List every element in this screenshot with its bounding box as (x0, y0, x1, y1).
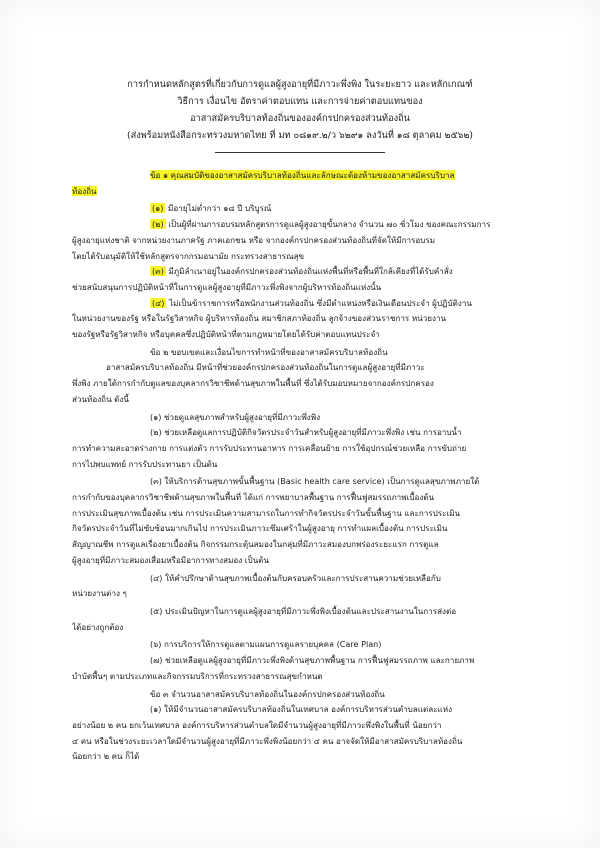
clause-1-title (72, 168, 542, 184)
clause-1-title-text: ข้อ ๑ คุณสมบัติของอาสาสมัครบริบาลท้องถิ่นและลักษณะต้องห้ามของอาสาสมัครบริบาล (150, 170, 455, 180)
clause-2-duty-3-line-3: การประเมินสุขภาพเบื้องต้น เช่น การประเมินความสามารถในการทำกิจวัตรประจำวันขั้นพื้นฐาน และการประเมิน (72, 507, 461, 518)
clause-2-duty-7-line-2: บำบัดพื้นๆ ตามประเภทและกิจกรรมบริการที่กระทรวงสาธารณสุขกำหนด (72, 670, 323, 681)
header-line-3: อาสาสมัครบริบาลท้องถิ่นขององค์กรปกครองส่วนท้องถิ่น (190, 113, 410, 124)
clause-2-duty-6: (๖) การบริการให้การดูแลตามแผนการดูแลรายบุคคล (Care Plan) (150, 639, 382, 650)
clause-1-item-1 (72, 201, 542, 217)
item-text: มีภูมิลำเนาอยู่ในองค์กรปกครองส่วนท้องถิ่นแห่งพื้นที่หรือพื้นที่ใกล้เคียงที่ได้รับคำสั่ง (168, 266, 453, 277)
document-body (72, 168, 542, 765)
clause-1-item-2 (72, 217, 542, 233)
clause-1-item-3 (72, 264, 542, 280)
clause-2-duty-3-line-2: การกำกับของบุคลากรวิชาชีพด้านสุขภาพในพื้นที่ ได้แก่ การพยาบาลพื้นฐาน การฟื้นฟูสมรรถภาพเบื้องต้น (72, 492, 435, 503)
clause-1-item-4-line-3: ของรัฐหรือรัฐวิสาหกิจ หรือบุคคลซึ่งปฏิบัติหน้าที่ตามกฎหมายโดยได้รับค่าตอบแทนประจำ (72, 329, 380, 340)
clause-2-intro: อาสาสมัครบริบาลท้องถิ่น มีหน้าที่ช่วยองค์กรปกครองส่วนท้องถิ่นในการดูแลผู้สูงอายุที่มีภาวะ (106, 362, 425, 373)
header-line-2: วิธีการ เงื่อนไข อัตราค่าตอบแทน และการจ่ายค่าตอบแทนของ (177, 96, 423, 107)
item-marker: (๔) (152, 297, 165, 308)
clause-3-item-1-line-2: อย่างน้อย ๒ คน ยกเว้นเทศบาล องค์การบริหารส่วนตำบลใดมีจำนวนผู้สูงอายุที่มีภาวะพึ่งพิงในพื้นที่ น้อยกว่า (72, 719, 442, 730)
header-line-4: (ส่งพร้อมหนังสือกระทรวงมหาดไทย ที่ มท ๐๘๑๙.๒/ว ๖๒๙๑ ลงวันที่ ๑๘ ตุลาคม ๒๕๖๒) (127, 130, 473, 141)
clause-1-item-3-line-2: ช่วยสนับสนุนการปฏิบัติหน้าที่ในการดูแลผู้สูงอายุที่มีภาวะพึ่งพิงจากผู้บริหารท้องถิ่นแห่งนั้น (72, 281, 382, 292)
item-text: เป็นผู้ที่ผ่านการอบรมหลักสูตรการดูแลผู้สูงอายุขั้นกลาง จำนวน ๗๐ ชั่วโมง ของคณะกรรมการ (168, 219, 491, 230)
clause-2-duty-3-line-5: สัญญาณชีพ การดูแลเรื่องยาเบื้องต้น กิจกรรมกระตุ้นสมองในกลุ่มที่มีภาวะสมองบกพร่องระยะแรก การดูแล (72, 539, 439, 550)
clause-2-intro-line-3: ส่วนท้องถิ่น ดังนี้ (72, 393, 129, 404)
clause-1-title-cont (72, 184, 542, 200)
clause-2-duty-3-line-6: ผู้สูงอายุที่มีภาวะสมองเสื่อมหรือมีอาการทางสมอง เป็นต้น (72, 554, 270, 565)
clause-1-title-cont-text: ท้องถิ่น (72, 185, 97, 196)
clause-3-item-1-line-4: น้อยกว่า ๒ คน ก็ได้ (72, 751, 140, 762)
clause-3-item-1-line-3: ๔ คน หรือในช่วงระยะเวลาใดมีจำนวนผู้สูงอายุที่มีภาวะพึ่งพิงน้อยกว่า ๔ คน อาจจัดให้มีอาสาสมัครบริบาลท้องถิ่น (72, 735, 463, 746)
clause-2-duty-5-line-2: ได้อย่างถูกต้อง (72, 621, 124, 632)
clause-3-item-1: (๑) ให้มีจำนวนอาสาสมัครบริบาลท้องถิ่นในเทศบาล องค์การบริหารส่วนตำบลแต่ละแห่ง (150, 704, 453, 715)
clause-2-duty-5: (๕) ประเมินปัญหาในการดูแลผู้สูงอายุที่มีภาวะพึ่งพิงเบื้องต้นและประสานงานในการส่งต่อ (150, 605, 457, 616)
clause-2-duty-3: (๓) ให้บริการด้านสุขภาพขั้นพื้นฐาน (Basic health care service) เป็นการดูแลสุขภาพภายใต้ (150, 476, 480, 487)
clause-1-item-2-line-3: โดยได้รับอนุมัติให้ใช้หลักสูตรจากกรมอนามัย กระทรวงสาธารณสุข (72, 250, 305, 261)
clause-2-duty-7: (๗) ช่วยเหลือดูแลผู้สูงอายุที่มีภาวะพึ่งพิงด้านสุขภาพพื้นฐาน การฟื้นฟูสมรรถภาพ และกายภาพ (150, 655, 475, 666)
item-marker: (๒) (152, 219, 164, 230)
item-text: ไม่เป็นข้าราชการหรือพนักงานส่วนท้องถิ่น ซึ่งมีตำแหน่งหรือเงินเดือนประจำ ผู้ปฏิบัติงาน (169, 297, 472, 308)
clause-2-duty-2-line-3: การไปพบแพทย์ การรับประทานยา เป็นต้น (72, 458, 218, 469)
clause-2-intro-line-2: พึ่งพิง ภายใต้การกำกับดูแลของบุคลากรวิชาชีพด้านสุขภาพในพื้นที่ ซึ่งได้รับมอบหมายจากองค์กรปกครอง (72, 378, 434, 389)
clause-2-title: ข้อ ๒ ขอบเขตและเงื่อนไขการทำหน้าที่ของอาสาสมัครบริบาลท้องถิ่น (150, 346, 388, 357)
clause-2-duty-2: (๒) ช่วยเหลือดูแลการปฏิบัติกิจวัตรประจำวันสำหรับผู้สูงอายุที่มีภาวะพึ่งพิง เช่น การอาบน้ำ (150, 427, 462, 438)
header-divider (215, 152, 385, 153)
clause-2-duty-1: (๑) ช่วยดูแลสุขภาพสำหรับผู้สูงอายุที่มีภาวะพึ่งพิง (150, 411, 321, 422)
clause-1-item-4-line-2: ในหน่วยงานของรัฐ หรือในรัฐวิสาหกิจ ผู้บริหารท้องถิ่น สมาชิกสภาท้องถิ่น ลูกจ้างของส่วนราชการ หน่วยงาน (72, 313, 447, 324)
clause-2-duty-4-line-2: หน่วยงานต่าง ๆ (72, 588, 127, 599)
clause-1-item-4 (72, 296, 542, 312)
item-text: มีอายุไม่ต่ำกว่า ๑๘ ปี บริบูรณ์ (168, 203, 272, 214)
header-line-1: การกำหนดหลักสูตรที่เกี่ยวกับการดูแลผู้สูงอายุที่มีภาวะพึ่งพิง ในระยะยาว และหลักเกณฑ์ (127, 79, 473, 90)
document-header (60, 76, 540, 144)
clause-3-title: ข้อ ๓ จำนวนอาสาสมัครบริบาลท้องถิ่นในองค์กรปกครองส่วนท้องถิ่น (150, 688, 385, 699)
clause-2-duty-3-line-4: กิจวัตรประจำวันที่ไม่ซับซ้อนมากเกินไป การประเมินภาวะซึมเศร้าในผู้สูงอายุ การทำแผลเบื้องต้น การประเมิน (72, 523, 448, 534)
item-marker: (๓) (152, 266, 164, 277)
clause-2-duty-2-line-2: การทำความสะอาดร่างกาย การแต่งตัว การรับประทานอาหาร การเคลื่อนย้าย การใช้อุปกรณ์ช่วยเหลือ การขับถ่าย (72, 442, 467, 453)
clause-2-duty-4: (๔) ให้คำปรึกษาด้านสุขภาพเบื้องต้นกับครอบครัวและการประสานความช่วยเหลือกับ (150, 572, 441, 583)
item-marker: (๑) (152, 203, 164, 214)
clause-1-item-2-line-2: ผู้สูงอายุแห่งชาติ จากหน่วยงานภาครัฐ ภาคเอกชน หรือ จากองค์กรปกครองส่วนท้องถิ่นที่จัดให้มีการอบรม (72, 234, 436, 245)
